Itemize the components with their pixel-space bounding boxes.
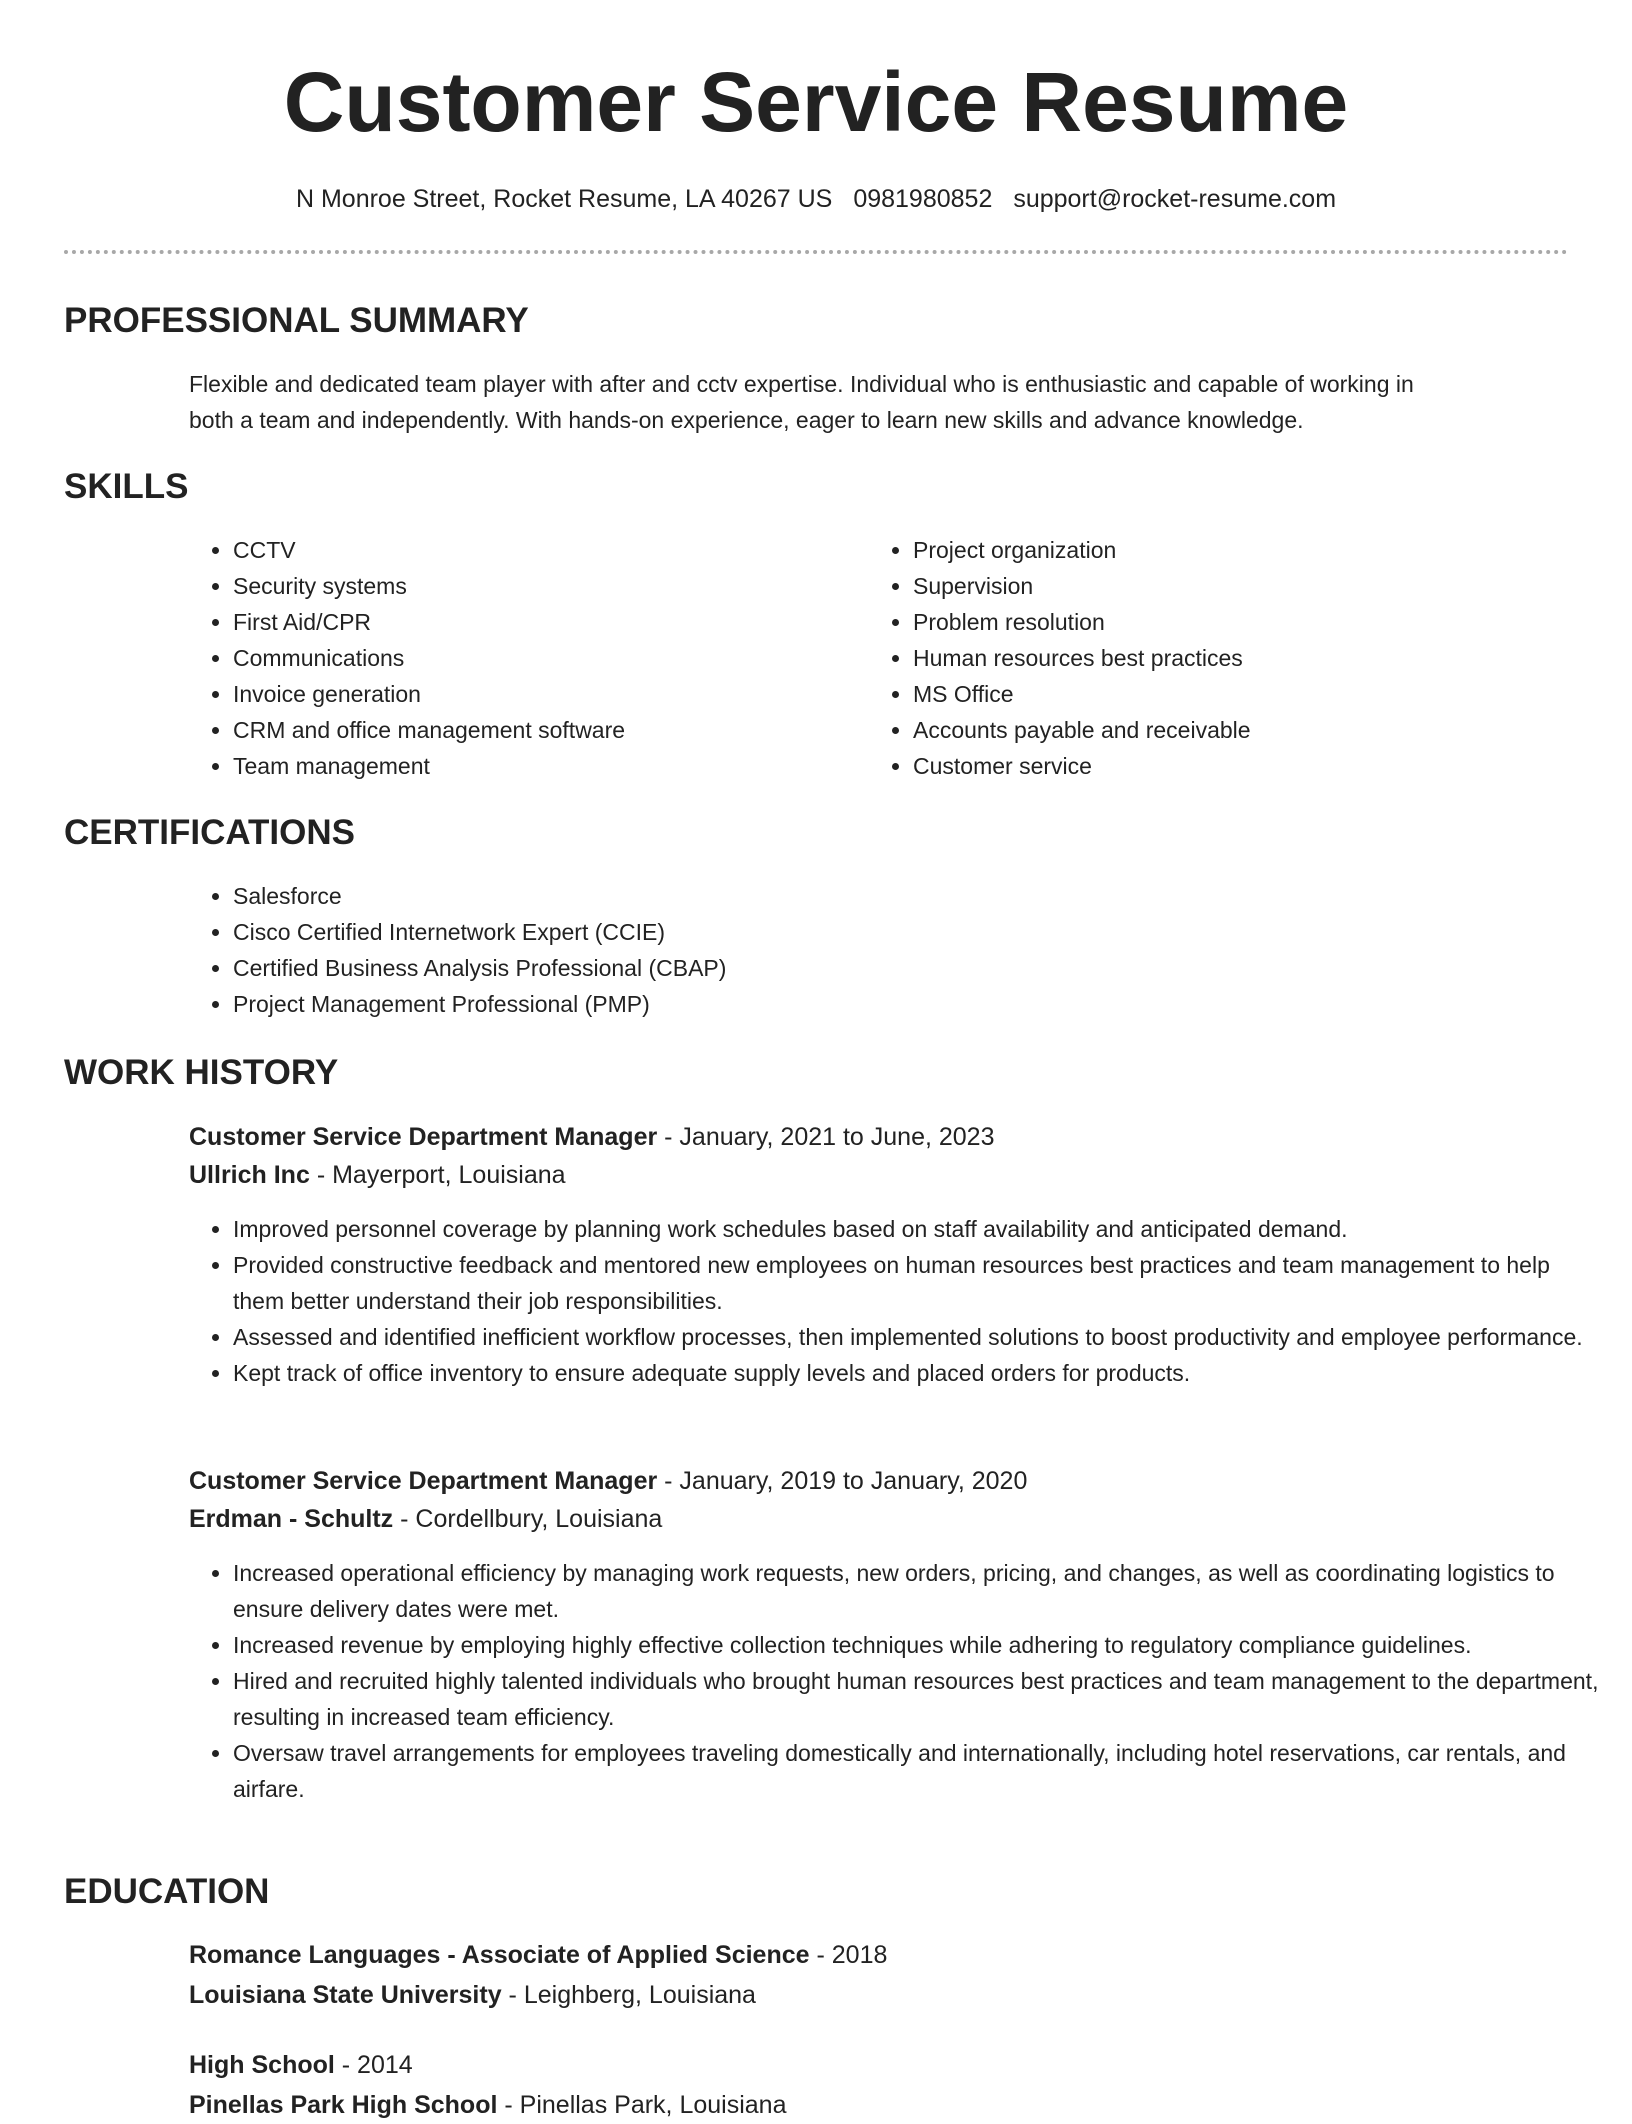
edu-2-degree: High School [189,2051,335,2079]
contact-email: support@rocket-resume.com [1013,185,1337,213]
summary-line-2: both a team and independently. With hands-on experience, eager to learn new skills and advance knowledge. [189,407,1304,433]
list-item: • Certified Business Analysis Professional (CBAP) [233,950,1533,986]
summary-text [189,366,1534,438]
edu-1-degree-line [189,1936,887,1974]
job-1-bullets [189,1211,1603,1391]
edu-1-school-line [189,1976,756,2014]
list-item: • Supervision [913,568,1573,604]
list-item: • Increased revenue by employing highly effective collection techniques while adhering to regulatory compliance guidelines. [233,1627,1603,1663]
contact-address: N Monroe Street, Rocket Resume, LA 40267 US [295,185,833,213]
list-item: • Accounts payable and receivable [913,712,1573,748]
job-1-location: - Mayerport, Louisiana [309,1161,566,1189]
list-item: • MS Office [913,676,1573,712]
list-item: • Assessed and identified inefficient workflow processes, then implemented solutions to boost productivity and employee performance. [233,1319,1603,1355]
skills-list-left [189,532,853,784]
skills-heading: SKILLS [64,467,189,506]
edu-2-school: Pinellas Park High School [189,2091,498,2119]
certifications-list [189,878,1533,1022]
list-item: • CRM and office management software [233,712,853,748]
edu-1-school: Louisiana State University [189,1981,502,2009]
edu-2-school-line [189,2086,786,2124]
list-item: • Human resources best practices [913,640,1573,676]
job-2-dates: - January, 2019 to January, 2020 [657,1467,1028,1495]
job-1-dates: - January, 2021 to June, 2023 [657,1123,995,1151]
edu-1-location: - Leighberg, Louisiana [501,1981,756,2009]
job-1-company: Ullrich Inc [189,1161,310,1189]
job-1-company-line [189,1156,566,1194]
list-item: • Hired and recruited highly talented individuals who brought human resources best practices and team management to the department, resulting in increased team efficiency. [233,1663,1603,1735]
list-item: • Problem resolution [913,604,1573,640]
job-2-title-line [189,1462,1027,1500]
edu-1-year: - 2018 [809,1941,888,1969]
list-item: • Customer service [913,748,1573,784]
list-item: • Project Management Professional (PMP) [233,986,1533,1022]
certifications-heading: CERTIFICATIONS [64,813,356,852]
list-item: • Oversaw travel arrangements for employees traveling domestically and internationally, including hotel reservations, car rentals, and airfare. [233,1735,1603,1807]
list-item: • Provided constructive feedback and mentored new employees on human resources best practices and team management to help them better understand their job responsibilities. [233,1247,1603,1319]
header-divider [64,250,1568,254]
education-heading: EDUCATION [64,1872,270,1911]
list-item: • Salesforce [233,878,1533,914]
list-item: • First Aid/CPR [233,604,853,640]
skills-list-right [869,532,1573,784]
list-item: • Invoice generation [233,676,853,712]
job-1-title: Customer Service Department Manager [189,1123,658,1151]
summary-heading: PROFESSIONAL SUMMARY [64,301,529,340]
edu-2-degree-line [189,2046,413,2084]
list-item: • Kept track of office inventory to ensure adequate supply levels and placed orders for products. [233,1355,1603,1391]
resume-title: Customer Service Resume [283,55,1349,149]
contact-line [0,181,1632,217]
list-item: • Team management [233,748,853,784]
work-history-heading: WORK HISTORY [64,1053,339,1092]
list-item: • CCTV [233,532,853,568]
list-item: • Communications [233,640,853,676]
list-item: • Security systems [233,568,853,604]
job-2-title: Customer Service Department Manager [189,1467,658,1495]
job-2-location: - Cordellbury, Louisiana [393,1505,663,1533]
edu-2-location: - Pinellas Park, Louisiana [497,2091,787,2119]
job-1-title-line [189,1118,995,1156]
job-2-company: Erdman - Schultz [189,1505,394,1533]
contact-phone: 0981980852 [853,185,993,213]
job-2-company-line [189,1500,662,1538]
list-item: • Cisco Certified Internetwork Expert (CCIE) [233,914,1533,950]
edu-1-degree: Romance Languages - Associate of Applied Science [189,1941,810,1969]
job-2-bullets [189,1555,1603,1807]
summary-line-1: Flexible and dedicated team player with after and cctv expertise. Individual who is enthusiastic and capable of working in [189,371,1414,397]
edu-2-year: - 2014 [334,2051,413,2079]
list-item: • Improved personnel coverage by planning work schedules based on staff availability and anticipated demand. [233,1211,1603,1247]
list-item: • Increased operational efficiency by managing work requests, new orders, pricing, and changes, as well as coordinating logistics to ensure delivery dates were met. [233,1555,1603,1627]
list-item: • Project organization [913,532,1573,568]
